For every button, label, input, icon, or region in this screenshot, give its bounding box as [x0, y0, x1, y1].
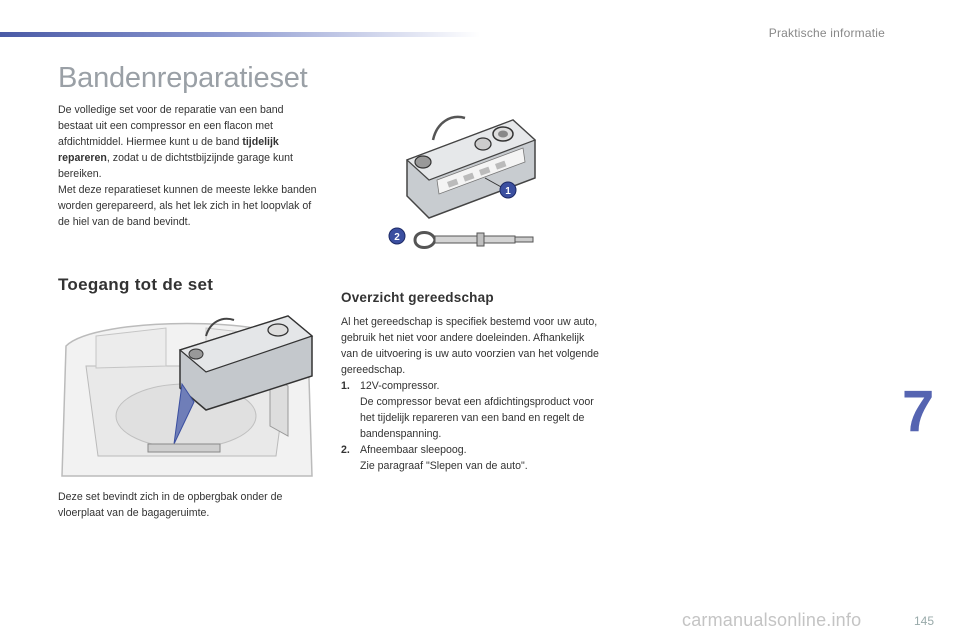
- list-item-number: 2.: [341, 444, 350, 456]
- list-item-text: [360, 442, 528, 474]
- chapter-number: 7: [902, 379, 935, 444]
- list-item-title: Afneembaar sleepoog.: [360, 444, 467, 456]
- intro-paragraph-2: Met deze reparatieset kunnen de meeste lekke banden worden gerepareerd, als het lek zich in het loopvlak of de hiel van de band bevindt.: [58, 184, 317, 228]
- access-heading: Toegang tot de set: [58, 275, 214, 294]
- list-item-description: De compressor bevat een afdichtingsproduct voor het tijdelijk repareren van een band en regelt de bandenspanning.: [360, 396, 594, 440]
- list-item-text: [360, 378, 603, 442]
- list-item-number: 1.: [341, 380, 350, 392]
- callout-1-label: 1: [505, 186, 511, 197]
- towing-eye-shaft: [435, 236, 515, 243]
- pressure-gauge-center: [498, 131, 508, 138]
- repair-kit-illustration: [385, 100, 555, 275]
- selector-knob: [475, 138, 491, 150]
- section-header: Praktische informatie: [768, 26, 885, 40]
- list-item: [341, 442, 603, 474]
- towing-eye-thread: [515, 237, 533, 242]
- intro-text: [58, 102, 320, 230]
- intro-bold: tijdelijk repareren: [58, 136, 279, 164]
- intro-paragraph-1: [58, 102, 320, 182]
- page-number: 145: [914, 614, 935, 628]
- overview-body: Al het gereedschap is specifiek bestemd voor uw auto, gebruik het niet voor andere doeleinden. Afhankelijk van de uitvoering is uw auto voorzien van het volgende gereedschap.: [341, 316, 599, 376]
- towing-eye-collar: [477, 233, 484, 246]
- tool-list: [341, 378, 603, 474]
- towing-eye-ring: [415, 233, 435, 248]
- kit-in-trunk-bottle: [189, 349, 203, 359]
- watermark: carmanualsonline.info: [682, 610, 862, 630]
- list-item-description: Zie paragraaf "Slepen van de auto".: [360, 460, 528, 472]
- list-item-title: 12V-compressor.: [360, 380, 440, 392]
- list-item: [341, 378, 603, 442]
- callout-2-label: 2: [394, 232, 400, 243]
- intro-part2: , zodat u de dichtstbijzijnde garage kunt bereiken.: [58, 152, 293, 180]
- trunk-location-illustration: [56, 306, 318, 482]
- floor-plate: [148, 444, 220, 452]
- page-title: Bandenreparatieset: [58, 62, 308, 94]
- intro-part1: De volledige set voor de reparatie van een band bestaat uit een compressor en een flacon met afdichtmiddel. Hiermee kunt u de band: [58, 104, 284, 148]
- access-caption: Deze set bevindt zich in de opbergbak onder de vloerplaat van de bagageruimte.: [58, 491, 283, 519]
- header-accent-bar: [0, 32, 480, 37]
- kit-strap: [433, 117, 465, 140]
- sealant-bottle: [415, 156, 431, 168]
- kit-in-trunk-gauge: [268, 324, 288, 336]
- overview-heading: Overzicht gereedschap: [341, 290, 494, 305]
